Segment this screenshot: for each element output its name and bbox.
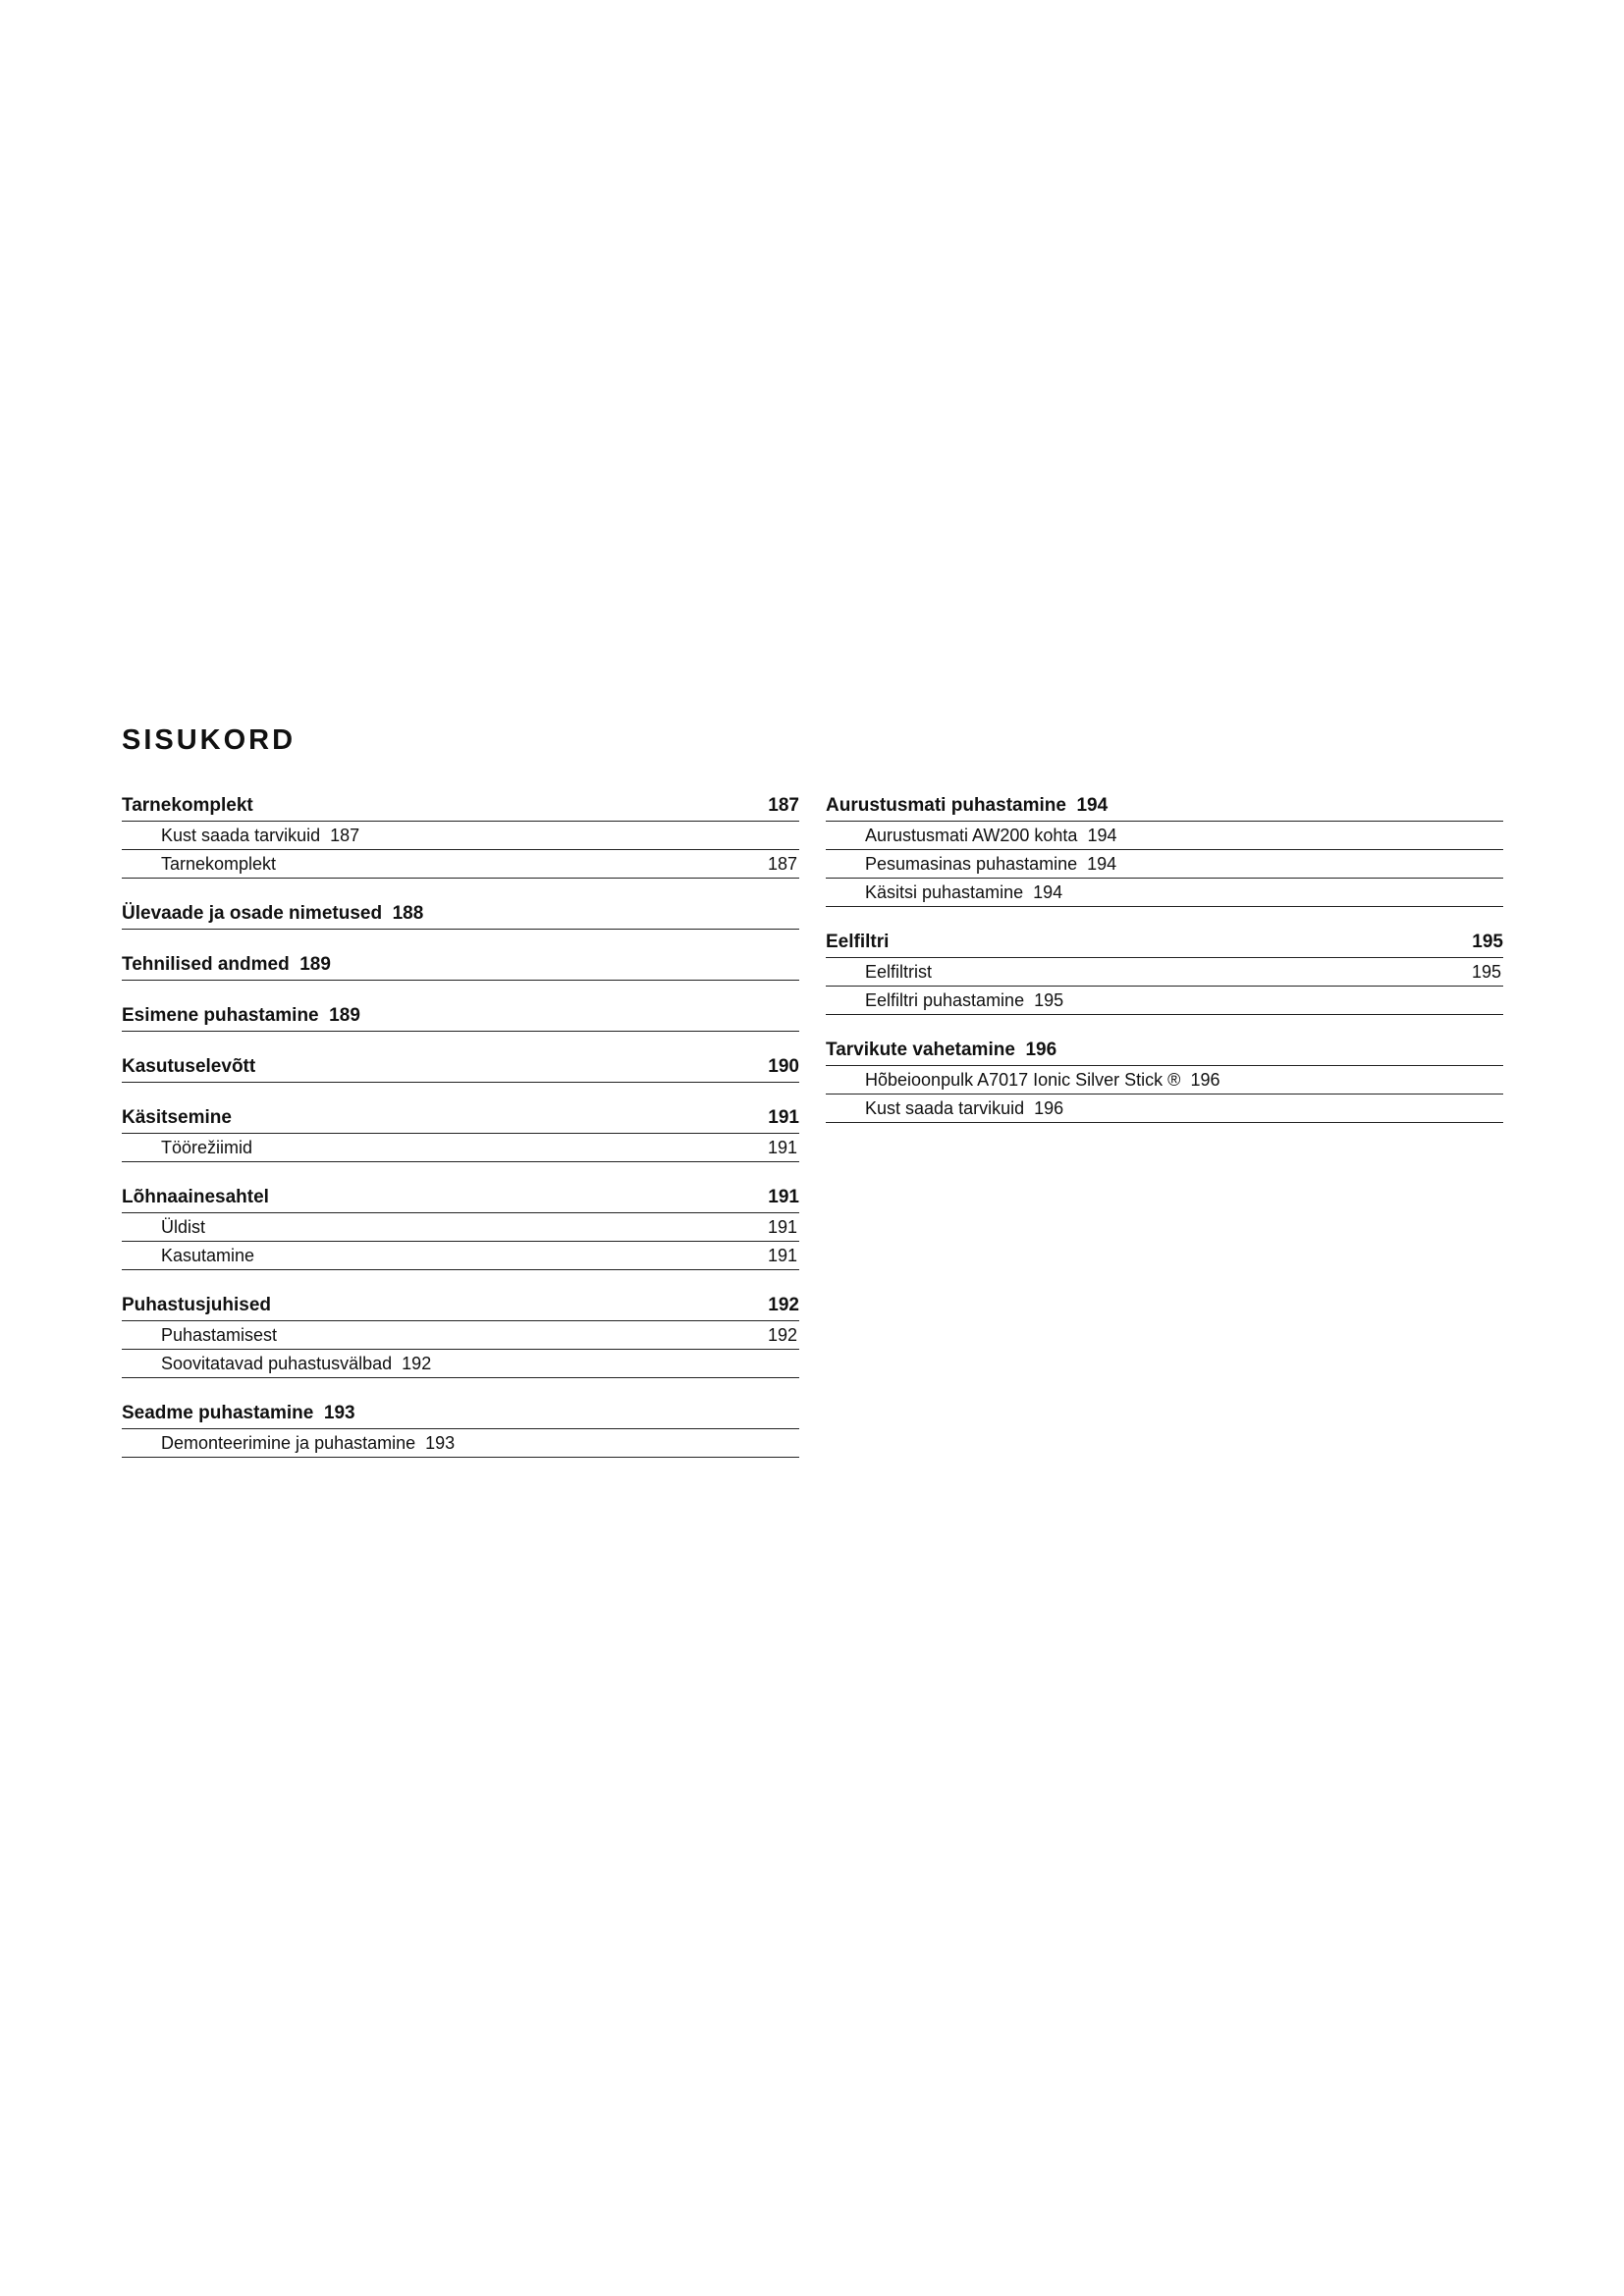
toc-heading-page: 190 <box>768 1056 799 1077</box>
toc-entry-row[interactable] <box>122 850 799 879</box>
toc-entry-row[interactable] <box>826 850 1503 879</box>
toc-section <box>122 1100 799 1162</box>
toc-heading-row[interactable] <box>826 788 1503 822</box>
toc-entry-row[interactable] <box>826 987 1503 1015</box>
toc-right-column <box>826 788 1503 1141</box>
toc-entry-row[interactable] <box>122 1350 799 1378</box>
toc-entry-label: Pesumasinas puhastamine 194 <box>865 854 1117 874</box>
toc-entry-page: 191 <box>767 1138 797 1157</box>
toc-section <box>122 788 799 879</box>
toc-section <box>122 998 799 1032</box>
toc-entry-label: Kust saada tarvikuid 196 <box>865 1098 1064 1118</box>
toc-heading-page: 192 <box>768 1295 799 1315</box>
toc-entry-row[interactable] <box>122 1321 799 1350</box>
toc-entry-row[interactable] <box>122 1429 799 1458</box>
toc-heading-title: Esimene puhastamine 189 <box>122 1005 360 1026</box>
toc-heading-row[interactable] <box>122 998 799 1032</box>
toc-entry-row[interactable] <box>826 879 1503 907</box>
toc-entry-row[interactable] <box>122 1213 799 1242</box>
toc-entry-label: Eelfiltrist <box>865 962 933 982</box>
toc-entry-row[interactable] <box>826 1066 1503 1095</box>
toc-heading-title: Käsitsemine <box>122 1107 232 1128</box>
toc-heading-row[interactable] <box>826 1033 1503 1066</box>
toc-entry-label: Aurustusmati AW200 kohta 194 <box>865 826 1117 845</box>
toc-entry-row[interactable] <box>826 1095 1503 1123</box>
toc-section <box>122 1396 799 1458</box>
toc-heading-title: Lõhnaainesahtel <box>122 1187 269 1207</box>
toc-heading-title: Tarvikute vahetamine 196 <box>826 1040 1057 1060</box>
toc-entry-label: Tarnekomplekt <box>161 854 277 874</box>
toc-entry-row[interactable] <box>122 1242 799 1270</box>
toc-entry-page: 191 <box>767 1217 797 1237</box>
toc-entry-label: Üldist <box>161 1217 206 1237</box>
toc-heading-title: Aurustusmati puhastamine 194 <box>826 795 1109 816</box>
toc-entry-page: 195 <box>1471 962 1501 982</box>
toc-entry-row[interactable] <box>826 822 1503 850</box>
toc-heading-row[interactable] <box>122 1180 799 1213</box>
toc-section <box>122 1180 799 1270</box>
toc-section <box>826 788 1503 907</box>
toc-heading-page: 191 <box>768 1107 799 1128</box>
toc-section <box>122 896 799 930</box>
toc-entry-label: Eelfiltri puhastamine 195 <box>865 990 1064 1010</box>
toc-section <box>826 925 1503 1015</box>
toc-entry-row[interactable] <box>122 822 799 850</box>
toc-entry-label: Hõbeioonpulk A7017 Ionic Silver Stick ® 196 <box>865 1070 1220 1090</box>
toc-left-column <box>122 788 799 1475</box>
toc-entry-label: Käsitsi puhastamine 194 <box>865 882 1063 902</box>
toc-heading-row[interactable] <box>826 925 1503 958</box>
toc-heading-title: Tarnekomplekt <box>122 795 253 816</box>
toc-heading-page: 191 <box>768 1187 799 1207</box>
toc-heading-row[interactable] <box>122 788 799 822</box>
toc-heading-page: 187 <box>768 795 799 816</box>
page-title: SISUKORD <box>122 724 297 756</box>
toc-heading-row[interactable] <box>122 947 799 981</box>
toc-entry-label: Kasutamine <box>161 1246 255 1265</box>
toc-entry-label: Kust saada tarvikuid 187 <box>161 826 360 845</box>
toc-heading-row[interactable] <box>122 1100 799 1134</box>
toc-entry-label: Soovitatavad puhastusvälbad 192 <box>161 1354 432 1373</box>
toc-section <box>122 1049 799 1083</box>
toc-heading-title: Kasutuselevõtt <box>122 1056 256 1077</box>
toc-section <box>826 1033 1503 1123</box>
toc-heading-row[interactable] <box>122 1288 799 1321</box>
toc-heading-title: Eelfiltri <box>826 932 890 952</box>
toc-entry-page: 187 <box>767 854 797 874</box>
toc-heading-title: Ülevaade ja osade nimetused 188 <box>122 903 424 924</box>
toc-section <box>122 947 799 981</box>
toc-entry-label: Demonteerimine ja puhastamine 193 <box>161 1433 456 1453</box>
toc-heading-row[interactable] <box>122 1396 799 1429</box>
toc-heading-title: Tehnilised andmed 189 <box>122 954 331 975</box>
toc-heading-title: Seadme puhastamine 193 <box>122 1403 355 1423</box>
toc-entry-page: 192 <box>767 1325 797 1345</box>
toc-section <box>122 1288 799 1378</box>
toc-entry-row[interactable] <box>826 958 1503 987</box>
toc-entry-label: Puhastamisest <box>161 1325 278 1345</box>
toc-entry-page: 191 <box>767 1246 797 1265</box>
toc-heading-row[interactable] <box>122 896 799 930</box>
toc-entry-row[interactable] <box>122 1134 799 1162</box>
toc-heading-page: 195 <box>1472 932 1503 952</box>
toc-heading-title: Puhastusjuhised <box>122 1295 272 1315</box>
toc-heading-row[interactable] <box>122 1049 799 1083</box>
toc-entry-label: Töörežiimid <box>161 1138 253 1157</box>
